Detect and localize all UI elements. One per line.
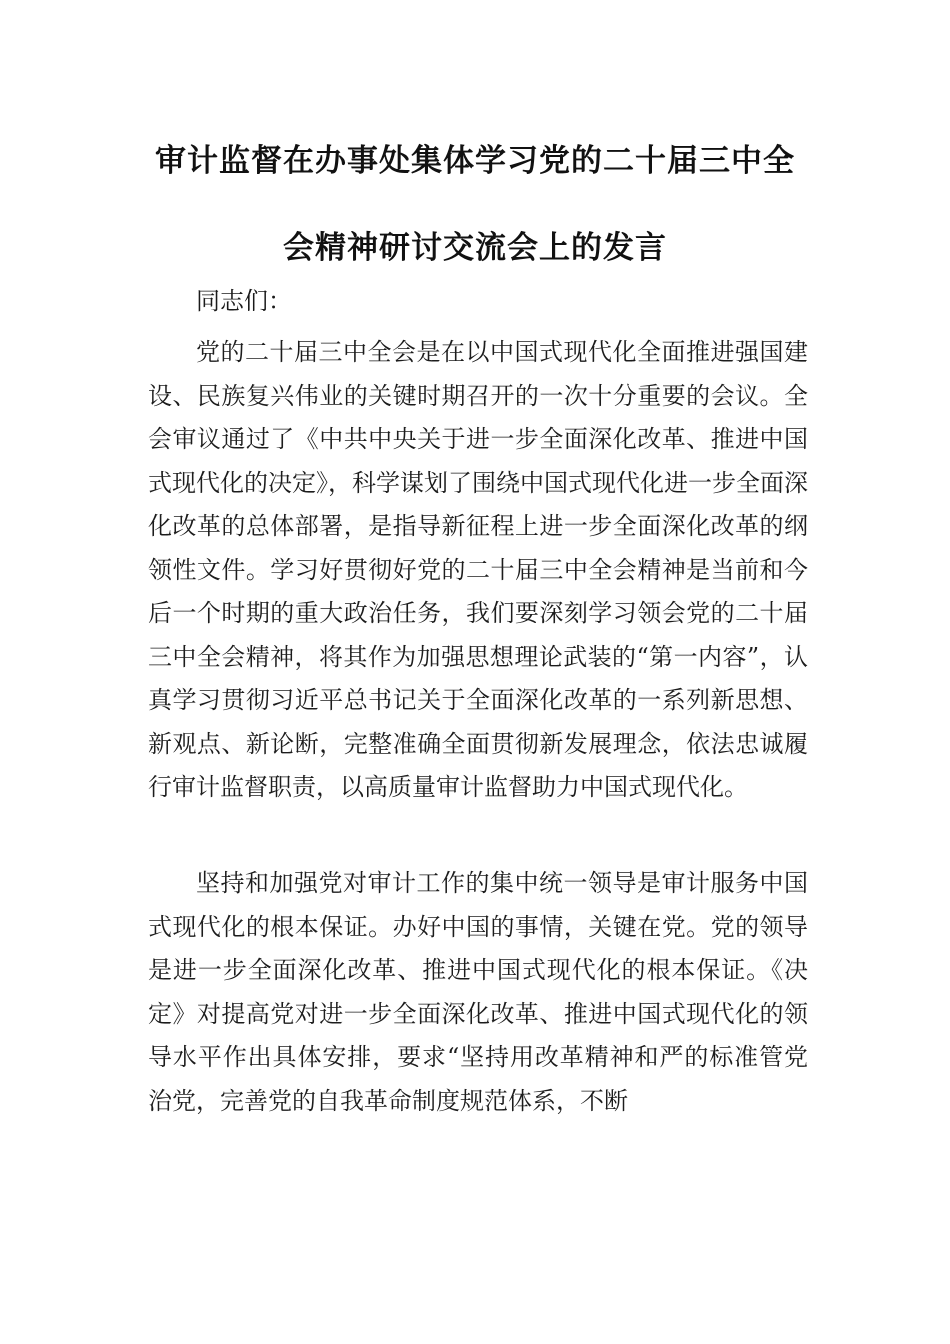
paragraph-2-text: 坚持和加强党对审计工作的集中统一领导是审计服务中国式现代化的根本保证。办好中国的事情，关键在党。党的领导是进一步全面深化改革、推进中国式现代化的根本保证。《决定》对提高党对进一步全面深化改革、推进中国式现代化的领导水平作出具体安排，要求“坚持用改革精神和严的标准管党治党，完善党的自我革命制度规范体系，不断 <box>148 869 808 1115</box>
paragraph-1 <box>148 331 808 810</box>
salutation: 同志们： <box>196 287 292 315</box>
paragraph-1-text: 党的二十届三中全会是在以中国式现代化全面推进强国建设、民族复兴伟业的关键时期召开的一次十分重要的会议。全会审议通过了《中共中央关于进一步全面深化改革、推进中国式现代化的决定》，科学谋划了围绕中国式现代化进一步全面深化改革的总体部署，是指导新征程上进一步全面深化改革的纲领性文件。学习好贯彻好党的二十届三中全会精神是当前和今后一个时期的重大政治任务，我们要深刻学习领会党的二十届三中全会精神，将其作为加强思想理论武装的“第一内容”，认真学习贯彻习近平总书记关于全面深化改革的一系列新思想、新观点、新论断，完整准确全面贯彻新发展理念，依法忠诚履行审计监督职责，以高质量审计监督助力中国式现代化。 <box>148 338 808 801</box>
paragraph-2 <box>148 862 808 1123</box>
document-title-line-1: 审计监督在办事处集体学习党的二十届三中全 <box>155 143 795 179</box>
document-title-line-2: 会精神研讨交流会上的发言 <box>283 230 667 266</box>
